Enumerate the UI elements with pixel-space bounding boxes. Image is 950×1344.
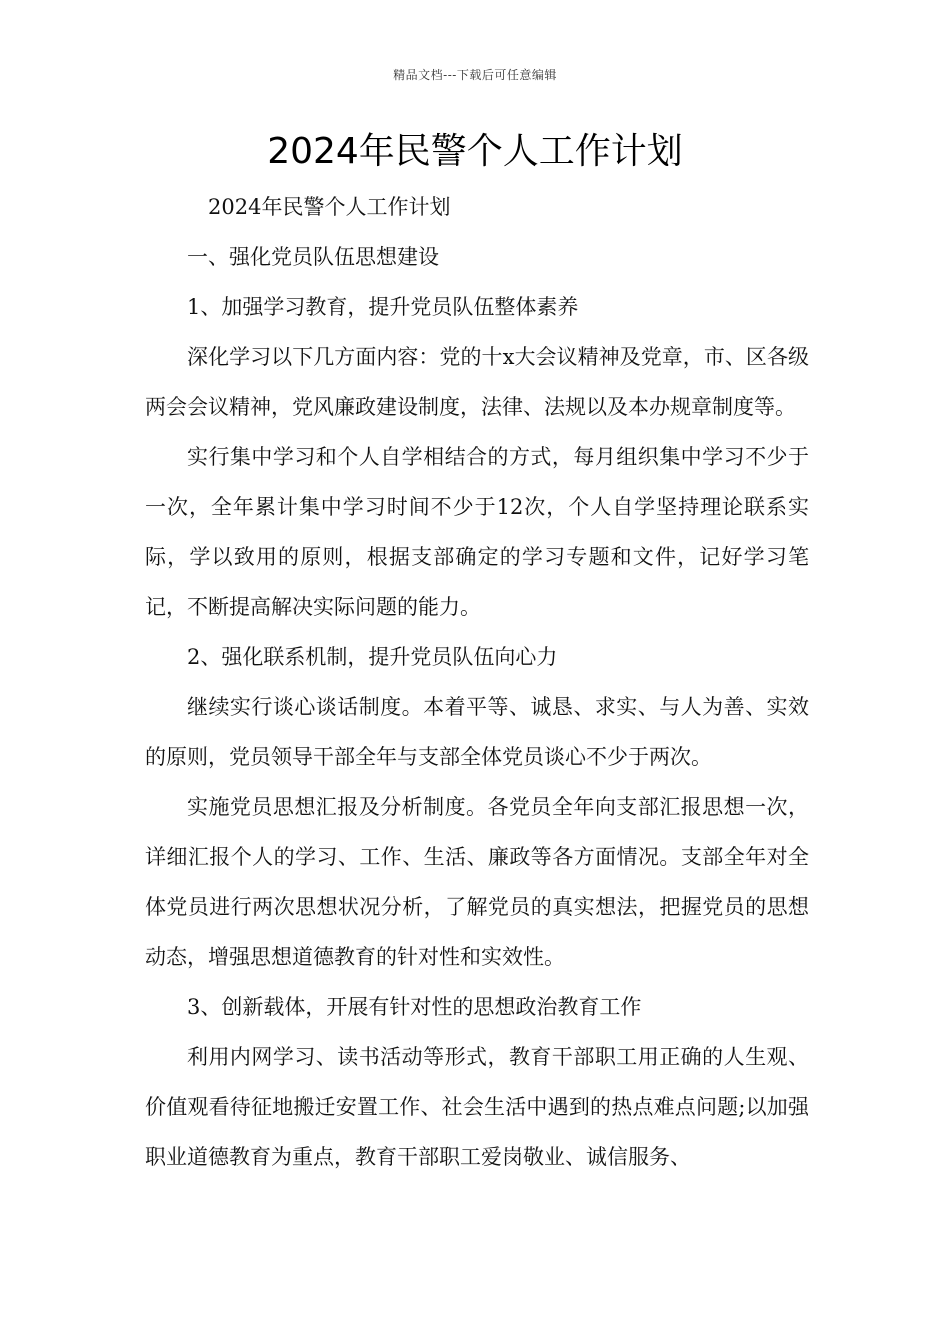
- document-body: [145, 182, 809, 1182]
- paragraph: 深化学习以下几方面内容：党的十x大会议精神及党章，市、区各级两会会议精神，党风廉政建设制度，法律、法规以及本办规章制度等。: [145, 345, 809, 419]
- paragraph: 利用内网学习、读书活动等形式，教育干部职工用正确的人生观、价值观看待征地搬迁安置工作、社会生活中遇到的热点难点问题;以加强职业道德教育为重点，教育干部职工爱岗敬业、诚信服务、: [145, 1045, 809, 1169]
- header-note: 精品文档---下载后可任意编辑: [393, 68, 557, 82]
- subsection-heading: 3、创新载体，开展有针对性的思想政治教育工作: [187, 995, 642, 1019]
- subsection-heading: 1、加强学习教育，提升党员队伍整体素养: [187, 295, 579, 319]
- paragraph: 继续实行谈心谈话制度。本着平等、诚恳、求实、与人为善、实效的原则，党员领导干部全年与支部全体党员谈心不少于两次。: [145, 695, 809, 769]
- paragraph: 实施党员思想汇报及分析制度。各党员全年向支部汇报思想一次，详细汇报个人的学习、工作、生活、廉政等各方面情况。支部全年对全体党员进行两次思想状况分析，了解党员的真实想法，把握党员的思想动态，增强思想道德教育的针对性和实效性。: [145, 795, 809, 969]
- paragraph: 实行集中学习和个人自学相结合的方式，每月组织集中学习不少于一次，全年累计集中学习时间不少于12次，个人自学坚持理论联系实际，学以致用的原则，根据支部确定的学习专题和文件，记好学习笔记，不断提高解决实际问题的能力。: [145, 445, 809, 619]
- section-heading: 一、强化党员队伍思想建设: [187, 245, 439, 269]
- subsection-heading: 2、强化联系机制，提升党员队伍向心力: [187, 645, 558, 669]
- document-subtitle: 2024年民警个人工作计划: [208, 195, 451, 219]
- document-title: 2024年民警个人工作计划: [267, 131, 683, 172]
